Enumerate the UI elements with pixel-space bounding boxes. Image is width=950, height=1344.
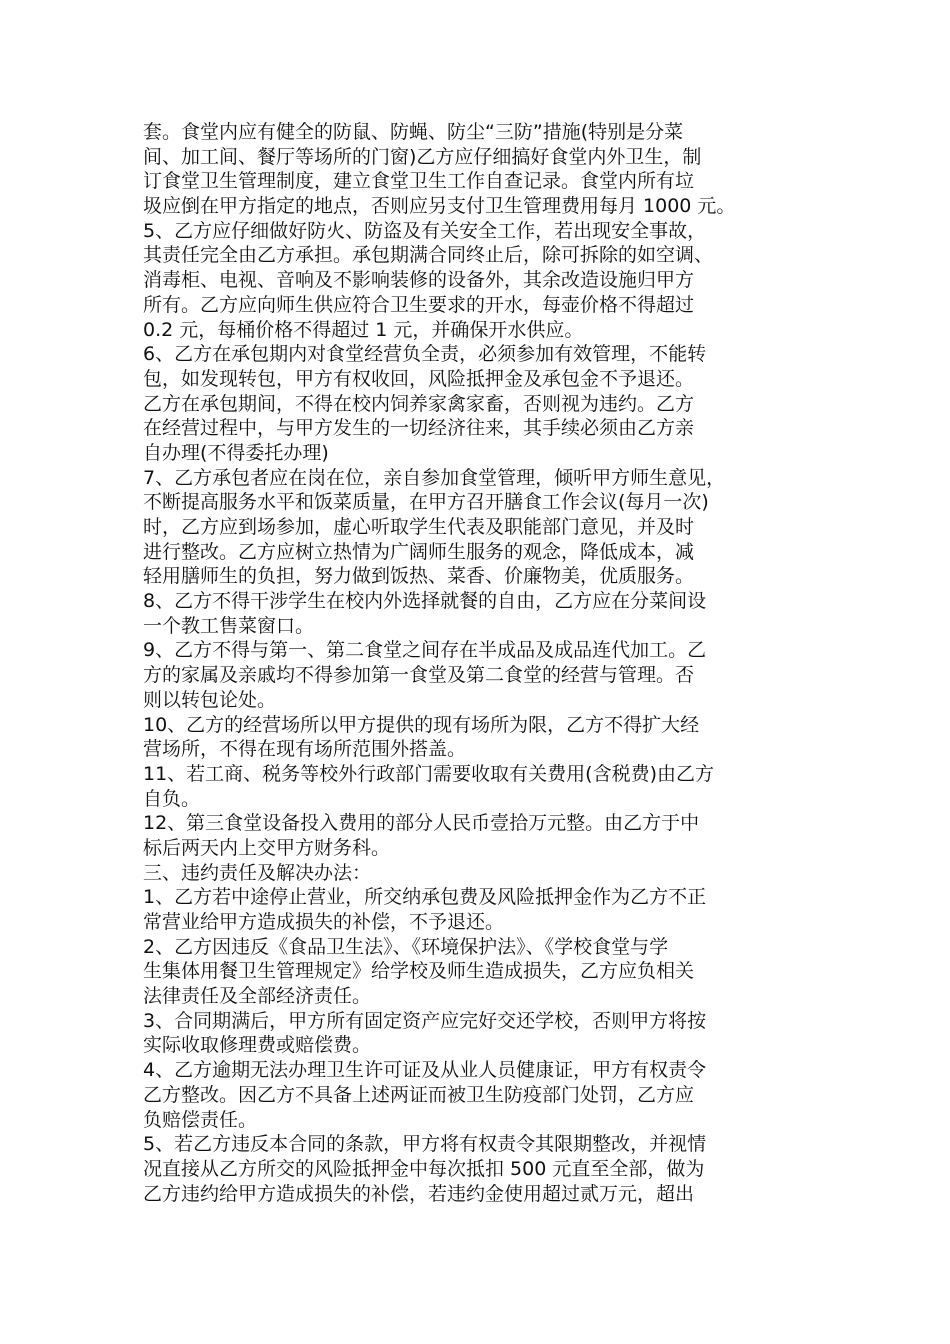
text-line: 生集体用餐卫生管理规定》给学校及师生造成损失，乙方应负相关 <box>143 960 695 983</box>
text-line: 营场所，不得在现有场所范围外搭盖。 <box>143 738 467 761</box>
text-line: 法律责任及全部经济责任。 <box>143 985 372 1008</box>
text-line: 一个教工售菜窗口。 <box>143 614 315 637</box>
document-body <box>143 120 823 1206</box>
text-line: 7、乙方承包者应在岗在位，亲自参加食堂管理，倾听甲方师生意见， <box>143 466 726 489</box>
text-line: 8、乙方不得干涉学生在校内外选择就餐的自由，乙方应在分菜间设 <box>143 590 707 613</box>
text-line: 5、若乙方违反本合同的条款，甲方将有权责令其限期整改，并视情 <box>143 1133 707 1156</box>
text-line: 订食堂卫生管理制度，建立食堂卫生工作自查记录。食堂内所有垃 <box>143 170 695 193</box>
text-line: 圾应倒在甲方指定的地点，否则应另支付卫生管理费用每月 1000 元。 <box>143 195 736 218</box>
text-line: 标后两天内上交甲方财务科。 <box>143 836 391 859</box>
text-line: 常营业给甲方造成损失的补偿，不予退还。 <box>143 911 505 933</box>
text-line: 所有。乙方应向师生供应符合卫生要求的开水，每壶价格不得超过 <box>143 293 695 316</box>
text-line: 实际收取修理费或赔偿费。 <box>143 1034 372 1057</box>
text-line: 包，如发现转包，甲方有权收回，风险抵押金及承包金不予退还。 <box>143 367 695 390</box>
text-line: 时，乙方应到场参加，虚心听取学生代表及职能部门意见，并及时 <box>143 516 695 538</box>
text-line: 自办理(不得委托办理) <box>143 441 329 464</box>
text-line: 在经营过程中，与甲方发生的一切经济往来，其手续必须由乙方亲 <box>143 417 695 440</box>
text-line: 0.2 元，每桶价格不得超过 1 元，并确保开水供应。 <box>143 318 584 341</box>
text-line: 三、违约责任及解决办法： <box>143 861 372 884</box>
text-line: 1、乙方若中途停止营业，所交纳承包费及风险抵押金作为乙方不正 <box>143 886 707 909</box>
text-line: 11、若工商、税务等校外行政部门需要收取有关费用(含税费)由乙方 <box>143 762 715 785</box>
text-line: 轻用膳师生的负担，努力做到饭热、菜香、价廉物美，优质服务。 <box>143 565 695 588</box>
text-line: 不断提高服务水平和饭菜质量，在甲方召开膳食工作会议(每月一次) <box>143 491 709 514</box>
text-line: 其责任完全由乙方承担。承包期满合同终止后，除可拆除的如空调、 <box>143 244 714 267</box>
text-line: 乙方整改。因乙方不具备上述两证而被卫生防疫部门处罚，乙方应 <box>143 1083 695 1106</box>
text-line: 乙方在承包期间，不得在校内饲养家禽家畜，否则视为违约。乙方 <box>143 392 695 415</box>
text-line: 则以转包论处。 <box>143 688 277 711</box>
text-line: 12、第三食堂设备投入费用的部分人民币壹拾万元整。由乙方于中 <box>143 812 700 835</box>
text-line: 自负。 <box>143 787 201 810</box>
text-line: 消毒柜、电视、音响及不影响装修的设备外，其余改造设施归甲方 <box>143 269 695 292</box>
text-line: 间、加工间、餐厅等场所的门窗)乙方应仔细搞好食堂内外卫生，制 <box>143 145 702 168</box>
text-line: 套。食堂内应有健全的防鼠、防蝇、防尘“三防”措施(特别是分菜 <box>143 121 684 143</box>
text-line: 况直接从乙方所交的风险抵押金中每次抵扣 500 元直至全部，做为 <box>143 1157 705 1180</box>
text-line: 2、乙方因违反《食品卫生法》、《环境保护法》、《学校食堂与学 <box>143 935 669 958</box>
text-line: 3、合同期满后，甲方所有固定资产应完好交还学校，否则甲方将按 <box>143 1009 707 1032</box>
text-line: 10、乙方的经营场所以甲方提供的现有场所为限，乙方不得扩大经 <box>143 713 700 736</box>
text-line: 乙方违约给甲方造成损失的补偿，若违约金使用超过贰万元，超出 <box>143 1182 695 1205</box>
text-line: 负赔偿责任。 <box>143 1108 258 1131</box>
text-line: 进行整改。乙方应树立热情为广阔师生服务的观念，降低成本，减 <box>143 540 695 563</box>
text-line: 4、乙方逾期无法办理卫生许可证及从业人员健康证，甲方有权责令 <box>143 1059 707 1082</box>
text-line: 6、乙方在承包期内对食堂经营负全责，必须参加有效管理，不能转 <box>143 343 707 366</box>
text-line: 方的家属及亲戚均不得参加第一食堂及第二食堂的经营与管理。否 <box>143 664 695 687</box>
text-line: 9、乙方不得与第一、第二食堂之间存在半成品及成品连代加工。乙 <box>143 639 707 662</box>
text-line: 5、乙方应仔细做好防火、防盗及有关安全工作，若出现安全事故， <box>143 219 707 242</box>
